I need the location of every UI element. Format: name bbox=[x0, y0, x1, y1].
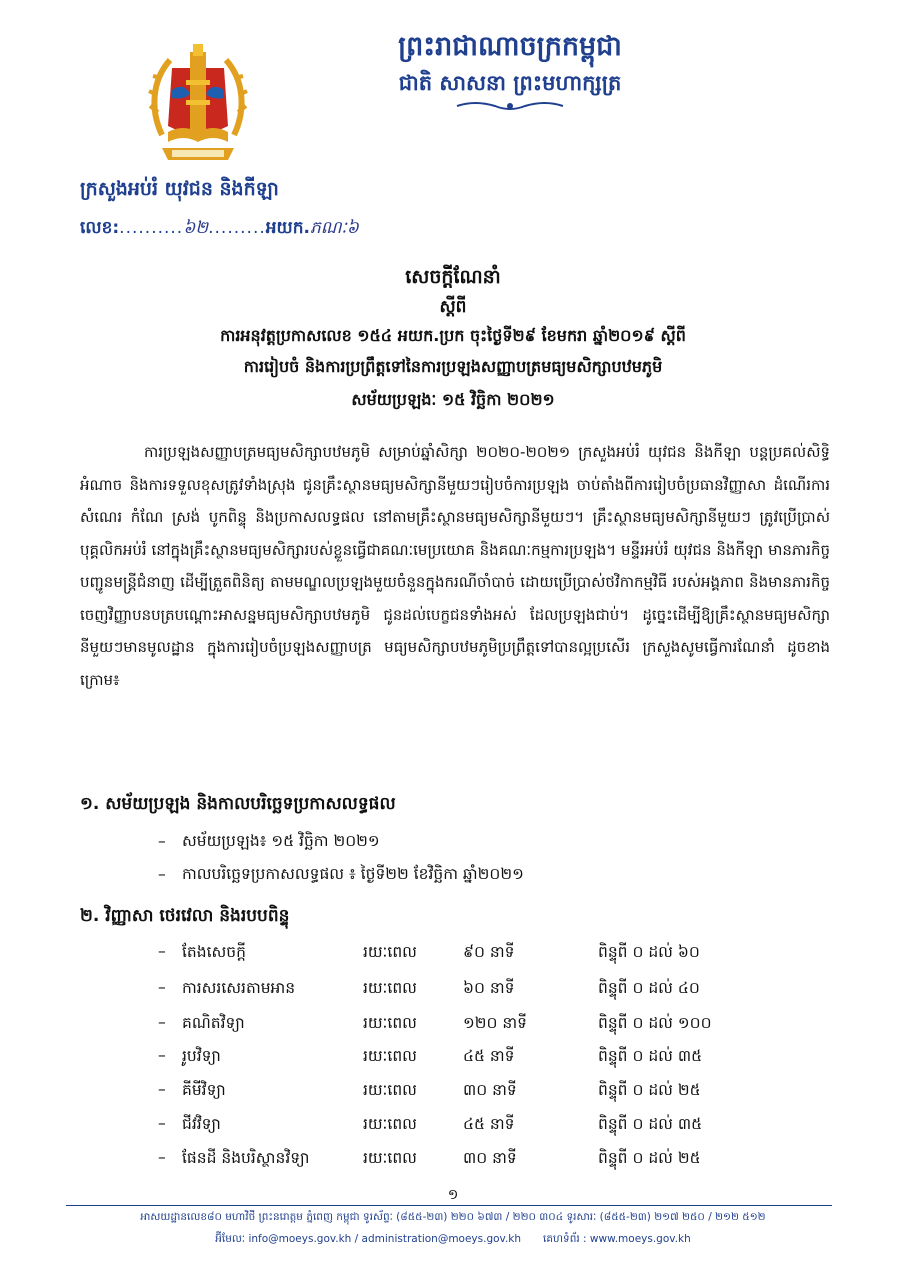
schedule-row: – គណិតវិទ្យា រយៈពេល ១២០ នាទី ពិន្ទុពី ០ ដល់ ១០០ bbox=[158, 1013, 758, 1043]
list-item-text: សម័យប្រឡង៖ ១៥ វិច្ឆិកា ២០២១ bbox=[182, 832, 380, 850]
schedule-row: – គីមីវិទ្យា រយៈពេល ៣០ នាទី ពិន្ទុពី ០ ដល់ ២៥ bbox=[158, 1080, 758, 1110]
footer-website: គេហទំព័រ : www.moeys.gov.kh bbox=[543, 1233, 691, 1245]
page-number: ១ bbox=[447, 1187, 459, 1203]
duration-value: ៩០ នាទី bbox=[463, 943, 515, 961]
subject-name: តែងសេចក្តី bbox=[182, 943, 246, 961]
reference-number-line bbox=[80, 217, 359, 242]
score-range: ពិន្ទុពី ០ ដល់ ១០០ bbox=[598, 1014, 712, 1032]
schedule-row: – ផែនដី និងបរិស្ថានវិទ្យា រយៈពេល ៣០ នាទី ពិន្ទុពី ០ ដល់ ២៥ bbox=[158, 1148, 758, 1178]
ministry-emblem bbox=[148, 40, 248, 166]
footer-contact bbox=[0, 1233, 906, 1248]
duration-value: ១២០ នាទី bbox=[463, 1014, 527, 1032]
score-range: ពិន្ទុពី ០ ដល់ ៦០ bbox=[598, 943, 700, 961]
ornament-divider-icon bbox=[455, 98, 565, 114]
duration-value: ៣០ នាទី bbox=[463, 1081, 517, 1099]
duration-value: ៣០ នាទី bbox=[463, 1149, 517, 1167]
reference-number: ៦២ bbox=[183, 218, 209, 238]
ministry-name: ក្រសួងអប់រំ យុវជន និងកីឡា bbox=[80, 178, 279, 200]
score-range: ពិន្ទុពី ០ ដល់ ២៥ bbox=[598, 1149, 701, 1167]
schedule-row: – រូបវិទ្យា រយៈពេល ៤៥ នាទី ពិន្ទុពី ០ ដល់ ៣៥ bbox=[158, 1046, 758, 1076]
section-heading: ២. វិញ្ញាសា ថេរវេលា និងរបបពិន្ទុ bbox=[80, 906, 290, 926]
reference-suffix: អយក. bbox=[265, 218, 310, 238]
schedule-row: – ជីវវិទ្យា រយៈពេល ៤៥ នាទី ពិន្ទុពី ០ ដល់ ៣៥ bbox=[158, 1114, 758, 1144]
schedule-row: – ការសរសេរតាមអាន រយៈពេល ៦០ នាទី ពិន្ទុពី ០ ដល់ ៤០ bbox=[158, 978, 758, 1008]
subject-name: ផែនដី និងបរិស្ថានវិទ្យា bbox=[182, 1149, 310, 1167]
score-range: ពិន្ទុពី ០ ដល់ ៣៥ bbox=[598, 1047, 703, 1065]
document-heading-line: សម័យប្រឡងៈ ១៥ វិច្ឆិកា ២០២១ bbox=[351, 390, 555, 409]
reference-dots: .......... bbox=[119, 218, 184, 238]
duration-label: រយៈពេល bbox=[363, 1047, 417, 1065]
subject-name: រូបវិទ្យា bbox=[182, 1047, 221, 1065]
score-range: ពិន្ទុពី ០ ដល់ ២៥ bbox=[598, 1081, 701, 1099]
subject-name: ការសរសេរតាមអាន bbox=[182, 979, 296, 997]
footer-divider bbox=[66, 1205, 832, 1206]
document-subtitle: ស្តីពី bbox=[439, 297, 467, 317]
footer-address: អាសយដ្ឋានលេខ៨០ មហាវិថី ព្រះនរោត្តម ភ្នំពេញ កម្ពុជា ទូរស័ព្ទៈ (៨៥៥-២៣) ២២០ ៦៧៣ / ២២០ ៣០៤ ទូរសារៈ (៨៥៥-២៣) ២១៧ ២៥០ / ២១២ ៥១២ bbox=[140, 1211, 766, 1223]
duration-value: ៤៥ នាទី bbox=[463, 1115, 515, 1133]
document-title: សេចក្តីណែនាំ bbox=[405, 266, 501, 288]
duration-value: ៤៥ នាទី bbox=[463, 1047, 515, 1065]
subject-name: គីមីវិទ្យា bbox=[182, 1081, 226, 1099]
schedule-row: – តែងសេចក្តី រយៈពេល ៩០ នាទី ពិន្ទុពី ០ ដល់ ៦០ bbox=[158, 942, 758, 972]
duration-label: រយៈពេល bbox=[363, 1115, 417, 1133]
duration-value: ៦០ នាទី bbox=[463, 979, 515, 997]
subject-name: គណិតវិទ្យា bbox=[182, 1014, 245, 1032]
duration-label: រយៈពេល bbox=[363, 1081, 417, 1099]
document-heading-line: ការអនុវត្តប្រកាសលេខ ១៥៤ អយក.ប្រក ចុះថ្ងៃទី២៩ ខែមករា ឆ្នាំ២០១៩ ស្តីពី bbox=[220, 326, 686, 345]
national-motto: ជាតិ សាសនា ព្រះមហាក្សត្រ bbox=[398, 70, 622, 95]
duration-label: រយៈពេល bbox=[363, 979, 417, 997]
score-range: ពិន្ទុពី ០ ដល់ ៣៥ bbox=[598, 1115, 703, 1133]
body-paragraph: ការប្រឡងសញ្ញាបត្រមធ្យមសិក្សាបឋមភូមិ សម្រាប់ឆ្នាំសិក្សា ២០២០-២០២១ ក្រសួងអប់រំ យុវជន និងកីឡា បន្តប្រគល់សិទ្ធិអំណាច និងការទទួលខុសត្រូវទាំងស្រុង ជូនគ្រឹះស្ថានមធ្យមសិក្សានីមួយៗរៀបចំការប្រឡង ចាប់តាំងពីការរៀបចំប្រធានវិញ្ញាសា ដំណើរការសំណេរ កំណែ ស្រង់ បូកពិន្ទុ និងប្រកាសលទ្ធផល នៅតាមគ្រឹះស្ថានមធ្យមសិក្សានីមួយៗ។ គ្រឹះស្ថានមធ្យមសិក្សានីមួយៗ ត្រូវប្រើប្រាស់បុគ្គលិកអប់រំ នៅក្នុងគ្រឹះស្ថានមធ្យមសិក្សារបស់ខ្លួនធ្វើជាគណៈមេប្រយោគ និងគណៈកម្មការប្រឡង។ មន្ទីរអប់រំ យុវជន និងកីឡា មានភារកិច្ច បញ្ជូនមន្ត្រីជំនាញ ដើម្បីត្រួតពិនិត្យ តាមមណ្ឌលប្រឡងមួយចំនួនក្នុងករណីចាំបាច់ ដោយប្រើប្រាស់ថវិកាកម្មវិធី របស់អង្គភាព និងមានភារកិច្ចចេញវិញ្ញាបនបត្របណ្តោះអាសន្នមធ្យមសិក្សាបឋមភូមិ ជូនដល់បេក្ខជនទាំងអស់ ដែលប្រឡងជាប់។ ដូច្នេះដើម្បីឱ្យគ្រឹះស្ថានមធ្យមសិក្សានីមួយៗមានមូលដ្ឋាន ក្នុងការរៀបចំប្រឡងសញ្ញាបត្រ មធ្យមសិក្សាបឋមភូមិប្រព្រឹត្តទៅបានល្អប្រសើរ ក្រសួងសូមធ្វើការណែនាំ ដូចខាងក្រោម៖ bbox=[80, 443, 830, 689]
reference-handwritten: ភណៈ៦ bbox=[310, 218, 359, 238]
section-heading: ១. សម័យប្រឡង និងកាលបរិច្ឆេទប្រកាសលទ្ធផល bbox=[80, 794, 396, 814]
document-heading-line: ការរៀបចំ និងការប្រព្រឹត្តទៅនៃការប្រឡងសញ្ញាបត្រមធ្យមសិក្សាបឋមភូមិ bbox=[243, 357, 663, 376]
footer-email: អ៊ីមែលៈ info@moeys.gov.kh / administration@moeys.gov.kh bbox=[215, 1233, 522, 1245]
kingdom-title: ព្រះរាជាណាចក្រកម្ពុជា bbox=[398, 31, 622, 62]
duration-label: រយៈពេល bbox=[363, 1014, 417, 1032]
reference-label: លេខ: bbox=[80, 218, 120, 238]
score-range: ពិន្ទុពី ០ ដល់ ៤០ bbox=[598, 979, 700, 997]
list-item: – កាលបរិច្ឆេទប្រកាសលទ្ធផល ៖ ថ្ងៃទី២២ ខែវិច្ឆិកា ឆ្នាំ២០២១ bbox=[158, 865, 524, 883]
list-item: – សម័យប្រឡង៖ ១៥ វិច្ឆិកា ២០២១ bbox=[158, 832, 380, 850]
duration-label: រយៈពេល bbox=[363, 1149, 417, 1167]
subject-name: ជីវវិទ្យា bbox=[182, 1115, 221, 1133]
list-item-text: កាលបរិច្ឆេទប្រកាសលទ្ធផល ៖ ថ្ងៃទី២២ ខែវិច្ឆិកា ឆ្នាំ២០២១ bbox=[182, 865, 524, 883]
reference-dots: ......... bbox=[208, 218, 266, 238]
duration-label: រយៈពេល bbox=[363, 943, 417, 961]
